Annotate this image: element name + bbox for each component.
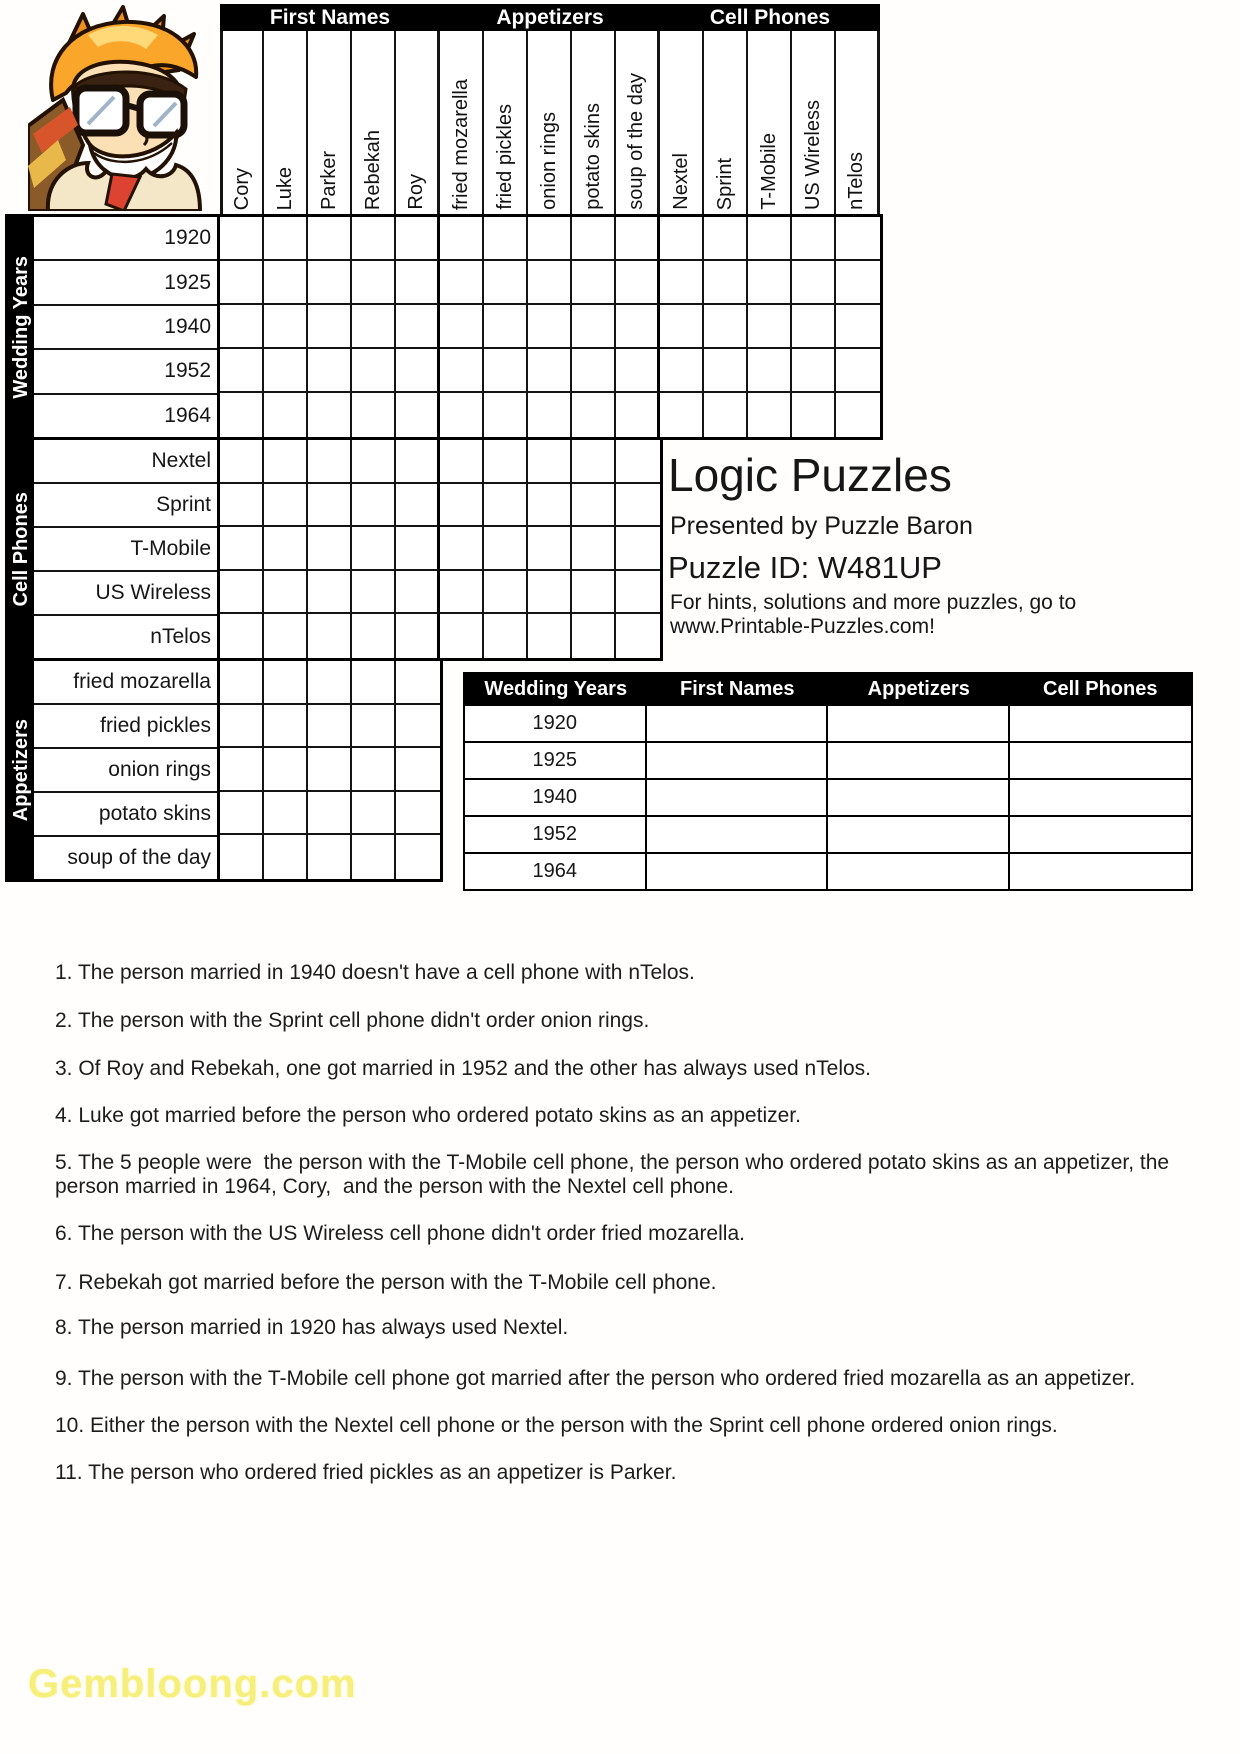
row-label-soup-of-the-day: soup of the day bbox=[34, 835, 220, 879]
row-labels bbox=[34, 217, 220, 437]
answer-table-row bbox=[465, 704, 1191, 741]
puzzle-grid-cell[interactable] bbox=[220, 792, 264, 836]
puzzle-grid-cell[interactable] bbox=[396, 614, 440, 658]
puzzle-grid-cell[interactable] bbox=[836, 349, 880, 393]
answer-table-body bbox=[465, 704, 1191, 889]
puzzle-grid-cell[interactable] bbox=[748, 349, 792, 393]
puzzle-grid-cell[interactable] bbox=[616, 349, 660, 393]
puzzle-grid-cell[interactable] bbox=[308, 614, 352, 658]
puzzle-grid-cell[interactable] bbox=[572, 217, 616, 261]
column-label-text: fried pickles bbox=[493, 104, 516, 210]
puzzle-grid-cell[interactable] bbox=[748, 393, 792, 437]
row-label-1952: 1952 bbox=[34, 348, 220, 392]
row-label-1964: 1964 bbox=[34, 393, 220, 437]
puzzle-grid-cell[interactable] bbox=[220, 349, 264, 393]
column-label-text: T-Mobile bbox=[757, 133, 780, 210]
puzzle-grid-cell[interactable] bbox=[836, 393, 880, 437]
puzzle-grid-cell[interactable] bbox=[308, 349, 352, 393]
puzzle-grid-cell[interactable] bbox=[660, 393, 704, 437]
answer-header-cell-phones: Cell Phones bbox=[1043, 678, 1158, 700]
puzzle-grid-cell[interactable] bbox=[660, 217, 704, 261]
puzzle-grid-cell[interactable] bbox=[440, 349, 484, 393]
puzzle-grid-cell[interactable] bbox=[528, 261, 572, 305]
sidebar-group-label-text: Cell Phones bbox=[9, 491, 32, 607]
puzzle-grid-cell[interactable] bbox=[396, 349, 440, 393]
column-label-luke bbox=[264, 31, 308, 217]
row-group-cell-phones bbox=[5, 437, 223, 661]
sidebar-group-label bbox=[8, 661, 34, 879]
puzzle-grid-cell[interactable] bbox=[440, 393, 484, 437]
puzzle-grid-cell[interactable] bbox=[748, 217, 792, 261]
puzzle-grid-cell[interactable] bbox=[352, 484, 396, 528]
puzzle-grid-cell[interactable] bbox=[352, 349, 396, 393]
column-label-text: nTelos bbox=[845, 152, 867, 210]
group-header-cell-phones: Cell Phones bbox=[709, 6, 831, 29]
hint-line-1: For hints, solutions and more puzzles, go to bbox=[670, 591, 1077, 614]
row-label-1940: 1940 bbox=[34, 304, 220, 348]
puzzle-grid-cell[interactable] bbox=[220, 661, 264, 705]
puzzle-grid-cell[interactable] bbox=[396, 217, 440, 261]
puzzle-grid-cell[interactable] bbox=[616, 527, 660, 571]
puzzle-grid-cell[interactable] bbox=[704, 217, 748, 261]
puzzle-grid-cell[interactable] bbox=[704, 349, 748, 393]
row-labels bbox=[34, 661, 220, 879]
column-label-potato-skins bbox=[572, 31, 616, 217]
puzzle-grid-cell[interactable] bbox=[572, 305, 616, 349]
puzzle-grid-cell[interactable] bbox=[220, 305, 264, 349]
clue-item-10: 10. Either the person with the Nextel cell phone or the person with the Sprint cell phone ordered onion rings. bbox=[55, 1414, 1058, 1437]
puzzle-grid-cell[interactable] bbox=[264, 484, 308, 528]
answer-cell[interactable] bbox=[1010, 854, 1192, 889]
puzzle-grid-cell[interactable] bbox=[220, 440, 264, 484]
row-group-appetizers bbox=[5, 658, 223, 882]
row-label-fried-pickles: fried pickles bbox=[34, 703, 220, 747]
clue-item-8: 8. The person married in 1920 has always used Nextel. bbox=[55, 1316, 569, 1339]
puzzle-grid-cell[interactable] bbox=[308, 792, 352, 836]
puzzle-grid-cell[interactable] bbox=[220, 705, 264, 749]
puzzle-grid-cell[interactable] bbox=[352, 614, 396, 658]
puzzle-grid-cell[interactable] bbox=[264, 440, 308, 484]
column-label-nextel bbox=[660, 31, 704, 217]
column-label-parker bbox=[308, 31, 352, 217]
puzzle-grid-cell[interactable] bbox=[792, 261, 836, 305]
puzzle-grid-cell[interactable] bbox=[264, 614, 308, 658]
puzzle-grid-cell[interactable] bbox=[616, 440, 660, 484]
puzzle-grid-cell[interactable] bbox=[440, 217, 484, 261]
puzzle-grid-cell[interactable] bbox=[264, 705, 308, 749]
sidebar-group-label bbox=[8, 440, 34, 658]
puzzle-grid-cell[interactable] bbox=[264, 261, 308, 305]
puzzle-grid-cell[interactable] bbox=[660, 261, 704, 305]
puzzle-grid-cell[interactable] bbox=[572, 527, 616, 571]
answer-header-first-names: First Names bbox=[680, 678, 795, 700]
puzzle-grid-cell[interactable] bbox=[308, 217, 352, 261]
puzzle-grid-cell[interactable] bbox=[352, 748, 396, 792]
answer-cell-wedding-year: 1940 bbox=[465, 780, 647, 815]
row-label-us-wireless: US Wireless bbox=[34, 570, 220, 614]
puzzle-grid-cell[interactable] bbox=[264, 748, 308, 792]
row-label-potato-skins: potato skins bbox=[34, 791, 220, 835]
puzzle-grid-cell[interactable] bbox=[440, 571, 484, 615]
column-label-text: US Wireless bbox=[801, 99, 824, 210]
puzzle-grid-cell[interactable] bbox=[792, 217, 836, 261]
puzzle-grid-cell[interactable] bbox=[440, 305, 484, 349]
clue-item-5: 5. The 5 people were the person with the T-Mobile cell phone, the person who ordered potato skins as an appetizer, the person married in 1964, Cory, and the person with the Nextel cell phone. bbox=[55, 1151, 1175, 1199]
clue-item-3: 3. Of Roy and Rebekah, one got married in 1952 and the other has always used nTelos. bbox=[55, 1057, 872, 1080]
page-title: Logic Puzzles bbox=[668, 449, 952, 501]
column-label-sprint bbox=[704, 31, 748, 217]
column-label-text: Parker bbox=[317, 151, 340, 210]
column-label-ntelos bbox=[836, 31, 880, 217]
column-label-text: Nextel bbox=[669, 153, 692, 210]
column-label-text: fried mozarella bbox=[449, 78, 472, 210]
puzzle-grid-cell[interactable] bbox=[308, 571, 352, 615]
sidebar-group-label bbox=[8, 217, 34, 437]
puzzle-grid-cell[interactable] bbox=[352, 527, 396, 571]
puzzle-grid-cell[interactable] bbox=[220, 527, 264, 571]
grid-block-0 bbox=[217, 214, 883, 440]
column-label-rebekah bbox=[352, 31, 396, 217]
puzzle-grid-cell[interactable] bbox=[484, 571, 528, 615]
column-label-text: Roy bbox=[405, 174, 427, 210]
puzzle-grid-cell[interactable] bbox=[352, 261, 396, 305]
puzzle-grid-cell[interactable] bbox=[572, 571, 616, 615]
row-label-onion-rings: onion rings bbox=[34, 747, 220, 791]
row-label-t-mobile: T-Mobile bbox=[34, 526, 220, 570]
answer-cell[interactable] bbox=[647, 743, 829, 778]
sidebar-group-label-text: Appetizers bbox=[9, 718, 32, 822]
puzzle-grid-cell[interactable] bbox=[440, 614, 484, 658]
column-label-text: potato skins bbox=[581, 103, 604, 210]
column-label-roy bbox=[396, 31, 440, 217]
puzzle-grid-cell[interactable] bbox=[308, 748, 352, 792]
puzzle-grid-cell[interactable] bbox=[572, 349, 616, 393]
puzzle-grid-cell[interactable] bbox=[528, 393, 572, 437]
column-label-text: onion rings bbox=[537, 112, 560, 210]
column-label-text: soup of the day bbox=[625, 73, 647, 210]
answer-cell-wedding-year: 1964 bbox=[465, 854, 647, 889]
puzzle-grid-cell[interactable] bbox=[836, 261, 880, 305]
puzzle-grid-cell[interactable] bbox=[308, 393, 352, 437]
answer-cell[interactable] bbox=[828, 706, 1010, 741]
puzzle-grid-cell[interactable] bbox=[484, 614, 528, 658]
puzzle-grid-cell[interactable] bbox=[704, 393, 748, 437]
puzzle-grid-cell[interactable] bbox=[264, 835, 308, 879]
puzzle-grid-cell[interactable] bbox=[396, 393, 440, 437]
puzzle-grid-cell[interactable] bbox=[308, 261, 352, 305]
puzzle-grid-cell[interactable] bbox=[836, 217, 880, 261]
puzzle-grid-cell[interactable] bbox=[528, 527, 572, 571]
puzzle-grid-cell[interactable] bbox=[616, 614, 660, 658]
puzzle-grid-cell[interactable] bbox=[528, 614, 572, 658]
mascot-cartoon-icon bbox=[28, 4, 218, 211]
hint-line-2: www.Printable-Puzzles.com! bbox=[670, 615, 935, 638]
column-label-onion-rings bbox=[528, 31, 572, 217]
puzzle-grid-cell[interactable] bbox=[220, 835, 264, 879]
puzzle-grid-cell[interactable] bbox=[264, 349, 308, 393]
row-labels bbox=[34, 440, 220, 658]
row-label-fried-mozarella: fried mozarella bbox=[73, 670, 211, 693]
page-subtitle: Presented by Puzzle Baron bbox=[670, 512, 973, 540]
row-label-1925: 1925 bbox=[34, 259, 220, 303]
puzzle-grid-cell[interactable] bbox=[396, 484, 440, 528]
puzzle-grid-cell[interactable] bbox=[440, 440, 484, 484]
column-label-cory bbox=[220, 31, 264, 217]
clue-item-1: 1. The person married in 1940 doesn't have a cell phone with nTelos. bbox=[55, 961, 695, 984]
puzzle-grid-cell[interactable] bbox=[220, 484, 264, 528]
puzzle-grid-cell[interactable] bbox=[484, 393, 528, 437]
puzzle-grid-cell[interactable] bbox=[264, 527, 308, 571]
puzzle-grid-cell[interactable] bbox=[352, 217, 396, 261]
puzzle-grid-cell[interactable] bbox=[572, 261, 616, 305]
answer-cell[interactable] bbox=[1010, 817, 1192, 852]
column-label-text: Sprint bbox=[713, 157, 736, 210]
grid-block-2 bbox=[217, 658, 443, 882]
answer-cell-wedding-year: 1952 bbox=[465, 817, 647, 852]
puzzle-grid-cell[interactable] bbox=[264, 305, 308, 349]
puzzle-grid-cell[interactable] bbox=[484, 440, 528, 484]
puzzle-grid-cell[interactable] bbox=[352, 571, 396, 615]
answer-table-header bbox=[465, 674, 1191, 704]
puzzle-grid-cell[interactable] bbox=[264, 571, 308, 615]
puzzle-grid-cell[interactable] bbox=[572, 440, 616, 484]
answer-table-row bbox=[465, 852, 1191, 889]
puzzle-grid-cell[interactable] bbox=[484, 349, 528, 393]
puzzle-grid-cell[interactable] bbox=[440, 484, 484, 528]
answer-table-row bbox=[465, 778, 1191, 815]
puzzle-grid-cell[interactable] bbox=[616, 393, 660, 437]
answer-cell[interactable] bbox=[647, 817, 829, 852]
answer-header-appetizers: Appetizers bbox=[867, 678, 970, 700]
puzzle-grid-cell[interactable] bbox=[660, 349, 704, 393]
column-label-fried-pickles bbox=[484, 31, 528, 217]
puzzle-grid-cell[interactable] bbox=[264, 792, 308, 836]
puzzle-grid-cell[interactable] bbox=[308, 305, 352, 349]
answer-table-row bbox=[465, 741, 1191, 778]
puzzle-grid-cell[interactable] bbox=[616, 305, 660, 349]
puzzle-grid-cell[interactable] bbox=[308, 484, 352, 528]
puzzle-grid-cell[interactable] bbox=[704, 261, 748, 305]
grid-block-1 bbox=[217, 437, 663, 661]
row-label-nextel: Nextel bbox=[151, 449, 211, 472]
puzzle-grid-cell[interactable] bbox=[308, 661, 352, 705]
puzzle-grid-cell[interactable] bbox=[572, 484, 616, 528]
puzzle-grid-cell[interactable] bbox=[396, 835, 440, 879]
puzzle-grid-cell[interactable] bbox=[836, 305, 880, 349]
clue-item-2: 2. The person with the Sprint cell phone didn't order onion rings. bbox=[55, 1009, 650, 1032]
puzzle-grid-cell[interactable] bbox=[792, 305, 836, 349]
puzzle-grid-cell[interactable] bbox=[352, 835, 396, 879]
clue-item-9: 9. The person with the T-Mobile cell phone got married after the person who ordered fried mozarella as an appetizer. bbox=[55, 1367, 1136, 1390]
puzzle-grid-cell[interactable] bbox=[352, 705, 396, 749]
column-label-text: Rebekah bbox=[361, 129, 384, 210]
puzzle-grid-cell[interactable] bbox=[220, 748, 264, 792]
clue-item-4: 4. Luke got married before the person who ordered potato skins as an appetizer. bbox=[55, 1104, 801, 1127]
clue-item-7: 7. Rebekah got married before the person with the T-Mobile cell phone. bbox=[55, 1271, 717, 1294]
answer-cell[interactable] bbox=[828, 780, 1010, 815]
puzzle-grid-cell[interactable] bbox=[792, 349, 836, 393]
column-label-text: Luke bbox=[273, 166, 296, 210]
puzzle-grid-cell[interactable] bbox=[792, 393, 836, 437]
puzzle-grid-cell[interactable] bbox=[660, 305, 704, 349]
puzzle-grid-cell[interactable] bbox=[352, 661, 396, 705]
puzzle-grid-cell[interactable] bbox=[308, 527, 352, 571]
column-label-soup-of-the-day bbox=[616, 31, 660, 217]
puzzle-grid-cell[interactable] bbox=[352, 440, 396, 484]
answer-cell[interactable] bbox=[1010, 706, 1192, 741]
row-group-wedding-years bbox=[5, 214, 223, 440]
answer-table bbox=[463, 672, 1193, 891]
puzzle-grid-cell[interactable] bbox=[484, 217, 528, 261]
puzzle-grid-cell[interactable] bbox=[440, 527, 484, 571]
puzzle-grid-cell[interactable] bbox=[616, 571, 660, 615]
puzzle-grid-cell[interactable] bbox=[264, 393, 308, 437]
puzzle-grid-cell[interactable] bbox=[264, 661, 308, 705]
puzzle-grid-cell[interactable] bbox=[308, 835, 352, 879]
answer-cell[interactable] bbox=[828, 743, 1010, 778]
puzzle-grid-cell[interactable] bbox=[528, 571, 572, 615]
puzzle-grid-cell[interactable] bbox=[748, 305, 792, 349]
puzzle-grid-cell[interactable] bbox=[396, 705, 440, 749]
answer-cell[interactable] bbox=[647, 706, 829, 741]
puzzle-grid-cell[interactable] bbox=[220, 614, 264, 658]
answer-cell[interactable] bbox=[647, 780, 829, 815]
puzzle-grid-cell[interactable] bbox=[440, 261, 484, 305]
answer-cell[interactable] bbox=[1010, 743, 1192, 778]
sidebar-group-label-text: Wedding Years bbox=[9, 255, 32, 399]
puzzle-grid-cell[interactable] bbox=[748, 261, 792, 305]
answer-cell-wedding-year: 1925 bbox=[465, 743, 647, 778]
puzzle-grid-cell[interactable] bbox=[220, 217, 264, 261]
clue-item-6: 6. The person with the US Wireless cell phone didn't order fried mozarella. bbox=[55, 1222, 745, 1245]
column-label-t-mobile bbox=[748, 31, 792, 217]
answer-cell[interactable] bbox=[828, 854, 1010, 889]
puzzle-grid-cell[interactable] bbox=[484, 305, 528, 349]
puzzle-grid-cell[interactable] bbox=[396, 261, 440, 305]
puzzle-grid-cell[interactable] bbox=[220, 571, 264, 615]
puzzle-grid-cell[interactable] bbox=[528, 349, 572, 393]
answer-table-row bbox=[465, 815, 1191, 852]
watermark-text: Gembloong.com bbox=[28, 1662, 357, 1706]
puzzle-grid-cell[interactable] bbox=[484, 261, 528, 305]
puzzle-grid-cell[interactable] bbox=[352, 393, 396, 437]
puzzle-grid-cell[interactable] bbox=[396, 748, 440, 792]
puzzle-id: Puzzle ID: W481UP bbox=[668, 550, 942, 585]
puzzle-grid-cell[interactable] bbox=[528, 305, 572, 349]
answer-cell[interactable] bbox=[1010, 780, 1192, 815]
puzzle-grid-cell[interactable] bbox=[396, 661, 440, 705]
puzzle-grid-cell[interactable] bbox=[704, 305, 748, 349]
puzzle-grid-cell[interactable] bbox=[396, 571, 440, 615]
puzzle-grid-cell[interactable] bbox=[616, 217, 660, 261]
column-label-text: Cory bbox=[231, 167, 253, 210]
column-label-fried-mozarella bbox=[440, 31, 484, 217]
puzzle-grid-cell[interactable] bbox=[528, 440, 572, 484]
puzzle-grid-cell[interactable] bbox=[308, 705, 352, 749]
row-label-sprint: Sprint bbox=[34, 482, 220, 526]
puzzle-grid-cell[interactable] bbox=[484, 484, 528, 528]
row-label-1920: 1920 bbox=[164, 226, 211, 250]
row-label-ntelos: nTelos bbox=[34, 614, 220, 658]
puzzle-grid-cell[interactable] bbox=[264, 217, 308, 261]
puzzle-grid-cell[interactable] bbox=[616, 261, 660, 305]
puzzle-grid-cell[interactable] bbox=[352, 792, 396, 836]
group-header-first-names: First Names bbox=[269, 6, 391, 29]
answer-cell-wedding-year: 1920 bbox=[465, 706, 647, 741]
column-label-us-wireless bbox=[792, 31, 836, 217]
puzzle-grid-cell[interactable] bbox=[220, 393, 264, 437]
puzzle-grid-cell[interactable] bbox=[572, 393, 616, 437]
mascot-image bbox=[28, 4, 218, 211]
answer-header-wedding-years: Wedding Years bbox=[484, 678, 628, 700]
puzzle-grid-cell[interactable] bbox=[396, 440, 440, 484]
puzzle-grid-cell[interactable] bbox=[528, 217, 572, 261]
puzzle-grid-cell[interactable] bbox=[396, 792, 440, 836]
group-header-appetizers: Appetizers bbox=[496, 6, 604, 29]
puzzle-grid-cell[interactable] bbox=[396, 527, 440, 571]
puzzle-grid-cell[interactable] bbox=[616, 484, 660, 528]
puzzle-grid-cell[interactable] bbox=[572, 614, 616, 658]
puzzle-grid-cell[interactable] bbox=[396, 305, 440, 349]
clue-item-11: 11. The person who ordered fried pickles as an appetizer is Parker. bbox=[55, 1461, 677, 1484]
puzzle-grid-cell[interactable] bbox=[308, 440, 352, 484]
answer-cell[interactable] bbox=[647, 854, 829, 889]
puzzle-grid-cell[interactable] bbox=[220, 261, 264, 305]
answer-cell[interactable] bbox=[828, 817, 1010, 852]
puzzle-grid-cell[interactable] bbox=[352, 305, 396, 349]
puzzle-grid-cell[interactable] bbox=[484, 527, 528, 571]
puzzle-grid-cell[interactable] bbox=[528, 484, 572, 528]
